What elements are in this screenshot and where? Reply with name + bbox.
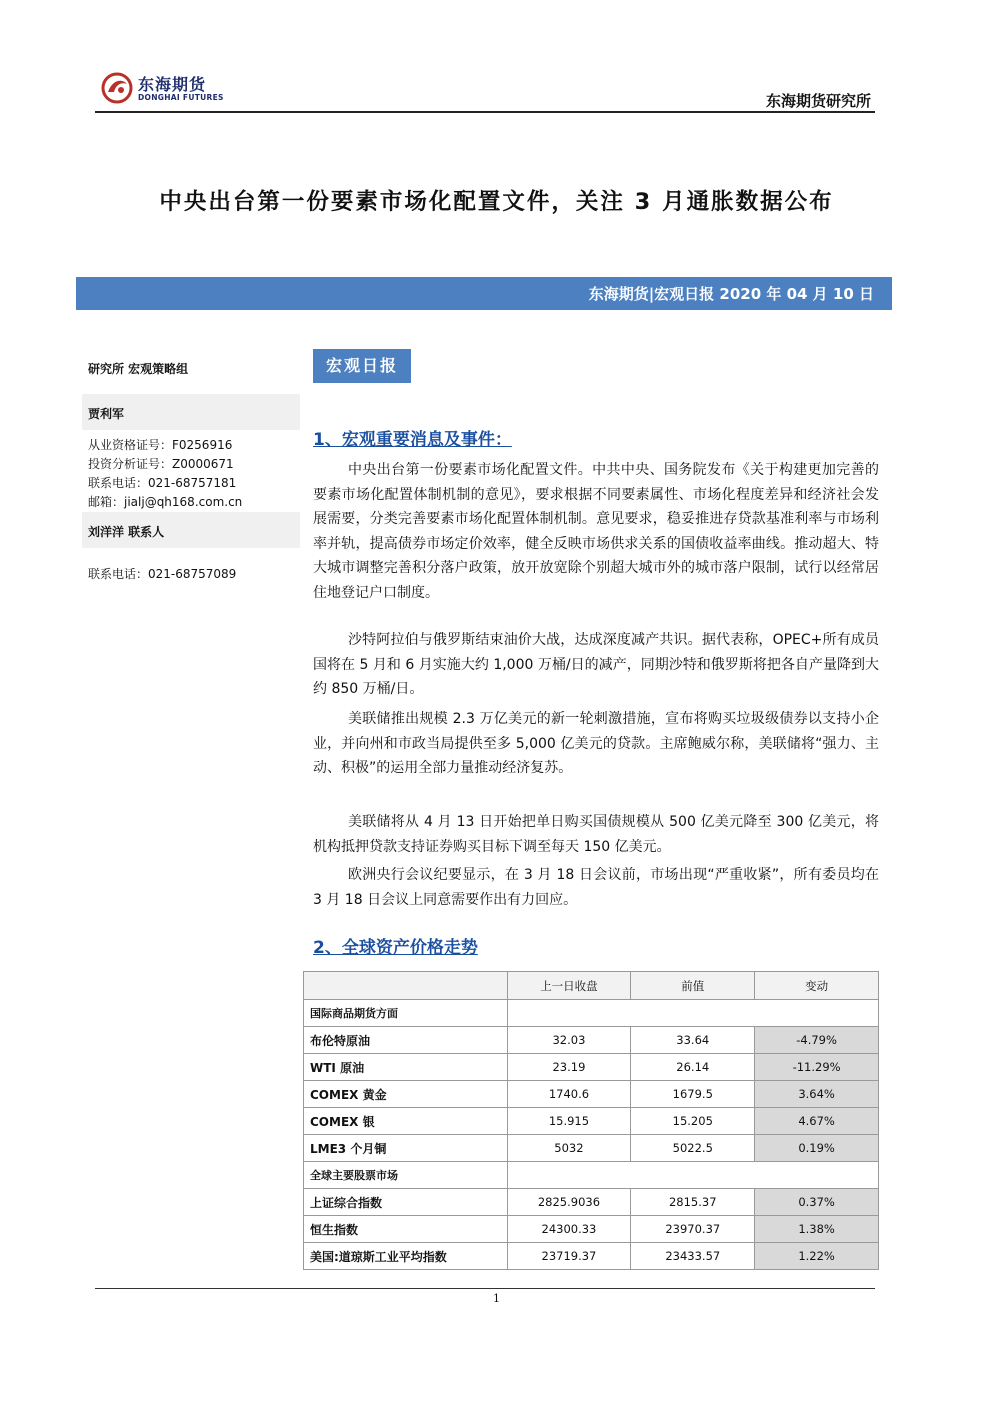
- row-name: 美国:道琼斯工业平均指数: [304, 1243, 508, 1270]
- category-stocks: 全球主要股票市场: [304, 1162, 508, 1189]
- row-close: 5032: [507, 1135, 631, 1162]
- header-change: 变动: [755, 972, 879, 1000]
- table-header-row: [304, 972, 879, 1000]
- logo-chinese-text: 东海期货: [138, 75, 207, 94]
- section2-title: 2、全球资产价格走势: [313, 938, 478, 958]
- company-logo: [100, 70, 225, 110]
- table-row: [304, 1054, 879, 1081]
- report-title: 中央出台第一份要素市场化配置文件，关注 3 月通胀数据公布: [159, 189, 834, 215]
- paragraph-2: 沙特阿拉伯与俄罗斯结束油价大战，达成深度减产共识。据代表称，OPEC+所有成员国将在 5 月和 6 月实施大约 1,000 万桶/日的减产，同期沙特和俄罗斯将把各自产量降到大约 850 万桶/日。: [313, 632, 879, 697]
- analyst1-invest-cert: 投资分析证号：Z0000671: [88, 457, 234, 471]
- analyst2-phone: 联系电话：021-68757089: [88, 567, 237, 581]
- row-name: COMEX 黄金: [304, 1081, 508, 1108]
- row-change: 0.37%: [755, 1189, 879, 1216]
- asset-price-table: [303, 971, 879, 1270]
- header-divider: [95, 111, 875, 113]
- category-commodities: 国际商品期货方面: [304, 1000, 508, 1027]
- analyst1-cert: 从业资格证号：F0256916: [88, 438, 233, 452]
- row-prev: 15.205: [631, 1108, 755, 1135]
- row-change: 0.19%: [755, 1135, 879, 1162]
- row-close: 2825.9036: [507, 1189, 631, 1216]
- institute-name: 东海期货研究所: [765, 92, 871, 110]
- section1-title: 1、宏观重要消息及事件：: [313, 430, 512, 450]
- report-banner: [76, 277, 892, 310]
- row-prev: 26.14: [631, 1054, 755, 1081]
- paragraph-4: 美联储将从 4 月 13 日开始把单日购买国债规模从 500 亿美元降至 300 亿美元，将机构抵押贷款支持证券购买目标下调至每天 150 亿美元。: [313, 814, 879, 855]
- row-close: 15.915: [507, 1108, 631, 1135]
- table-row: [304, 1216, 879, 1243]
- header-prev: 前值: [631, 972, 755, 1000]
- row-change: 3.64%: [755, 1081, 879, 1108]
- row-prev: 23433.57: [631, 1243, 755, 1270]
- row-name: LME3 个月铜: [304, 1135, 508, 1162]
- category-blank: [507, 1162, 878, 1189]
- row-name: COMEX 银: [304, 1108, 508, 1135]
- category-blank: [507, 1000, 878, 1027]
- banner-text: 东海期货|宏观日报 2020 年 04 月 10 日: [588, 285, 874, 303]
- row-name: WTI 原油: [304, 1054, 508, 1081]
- table-row: [304, 1108, 879, 1135]
- logo-english-text: DONGHAI FUTURES: [138, 93, 224, 102]
- analyst1-name: 贾利军: [88, 407, 125, 421]
- row-prev: 1679.5: [631, 1081, 755, 1108]
- table-row: [304, 1027, 879, 1054]
- page-number: 1: [493, 1292, 500, 1305]
- footer-divider: [95, 1288, 875, 1289]
- row-prev: 23970.37: [631, 1216, 755, 1243]
- row-close: 23.19: [507, 1054, 631, 1081]
- table-row: [304, 1189, 879, 1216]
- row-change: -11.29%: [755, 1054, 879, 1081]
- row-name: 布伦特原油: [304, 1027, 508, 1054]
- section-tag: 宏观日报: [313, 349, 411, 383]
- dragon-logo-icon: [100, 70, 134, 106]
- table-row: [304, 1081, 879, 1108]
- row-close: 32.03: [507, 1027, 631, 1054]
- table-category-row: [304, 1000, 879, 1027]
- row-change: -4.79%: [755, 1027, 879, 1054]
- row-prev: 33.64: [631, 1027, 755, 1054]
- header-close: 上一日收盘: [507, 972, 631, 1000]
- row-change: 4.67%: [755, 1108, 879, 1135]
- row-close: 1740.6: [507, 1081, 631, 1108]
- table-header-blank: [304, 972, 508, 1000]
- row-name: 上证综合指数: [304, 1189, 508, 1216]
- analyst1-email[interactable]: 邮箱：jialj@qh168.com.cn: [88, 495, 243, 509]
- row-change: 1.38%: [755, 1216, 879, 1243]
- row-close: 23719.37: [507, 1243, 631, 1270]
- row-close: 24300.33: [507, 1216, 631, 1243]
- sidebar-group: 研究所 宏观策略组: [88, 362, 189, 376]
- analyst1-phone: 联系电话：021-68757181: [88, 476, 237, 490]
- row-name: 恒生指数: [304, 1216, 508, 1243]
- table-category-row: [304, 1162, 879, 1189]
- paragraph-5: 欧洲央行会议纪要显示，在 3 月 18 日会议前，市场出现“严重收紧”，所有委员均在 3 月 18 日会议上同意需要作出有力回应。: [313, 867, 879, 908]
- row-prev: 5022.5: [631, 1135, 755, 1162]
- analyst2-name: 刘洋洋 联系人: [88, 525, 165, 539]
- table-row: [304, 1243, 879, 1270]
- paragraph-1: 中央出台第一份要素市场化配置文件。中共中央、国务院发布《关于构建更加完善的要素市场化配置体制机制的意见》，要求根据不同要素属性、市场化程度差异和经济社会发展需要，分类完善要素市场化配置体制机制。意见要求，稳妥推进存贷款基准利率与市场利率并轨，提高债券市场定价效率，健全反映市场供求关系的国债收益率曲线。推动超大、特大城市调整完善积分落户政策，放开放宽除个别超大城市外的城市落户限制，试行以经常居住地登记户口制度。: [313, 462, 879, 601]
- table-row: [304, 1135, 879, 1162]
- paragraph-3: 美联储推出规模 2.3 万亿美元的新一轮刺激措施，宣布将购买垃圾级债券以支持小企业，并向州和市政当局提供至多 5,000 亿美元的贷款。主席鲍威尔称，美联储将“强力、主动、积极”的运用全部力量推动经济复苏。: [313, 711, 879, 776]
- row-prev: 2815.37: [631, 1189, 755, 1216]
- row-change: 1.22%: [755, 1243, 879, 1270]
